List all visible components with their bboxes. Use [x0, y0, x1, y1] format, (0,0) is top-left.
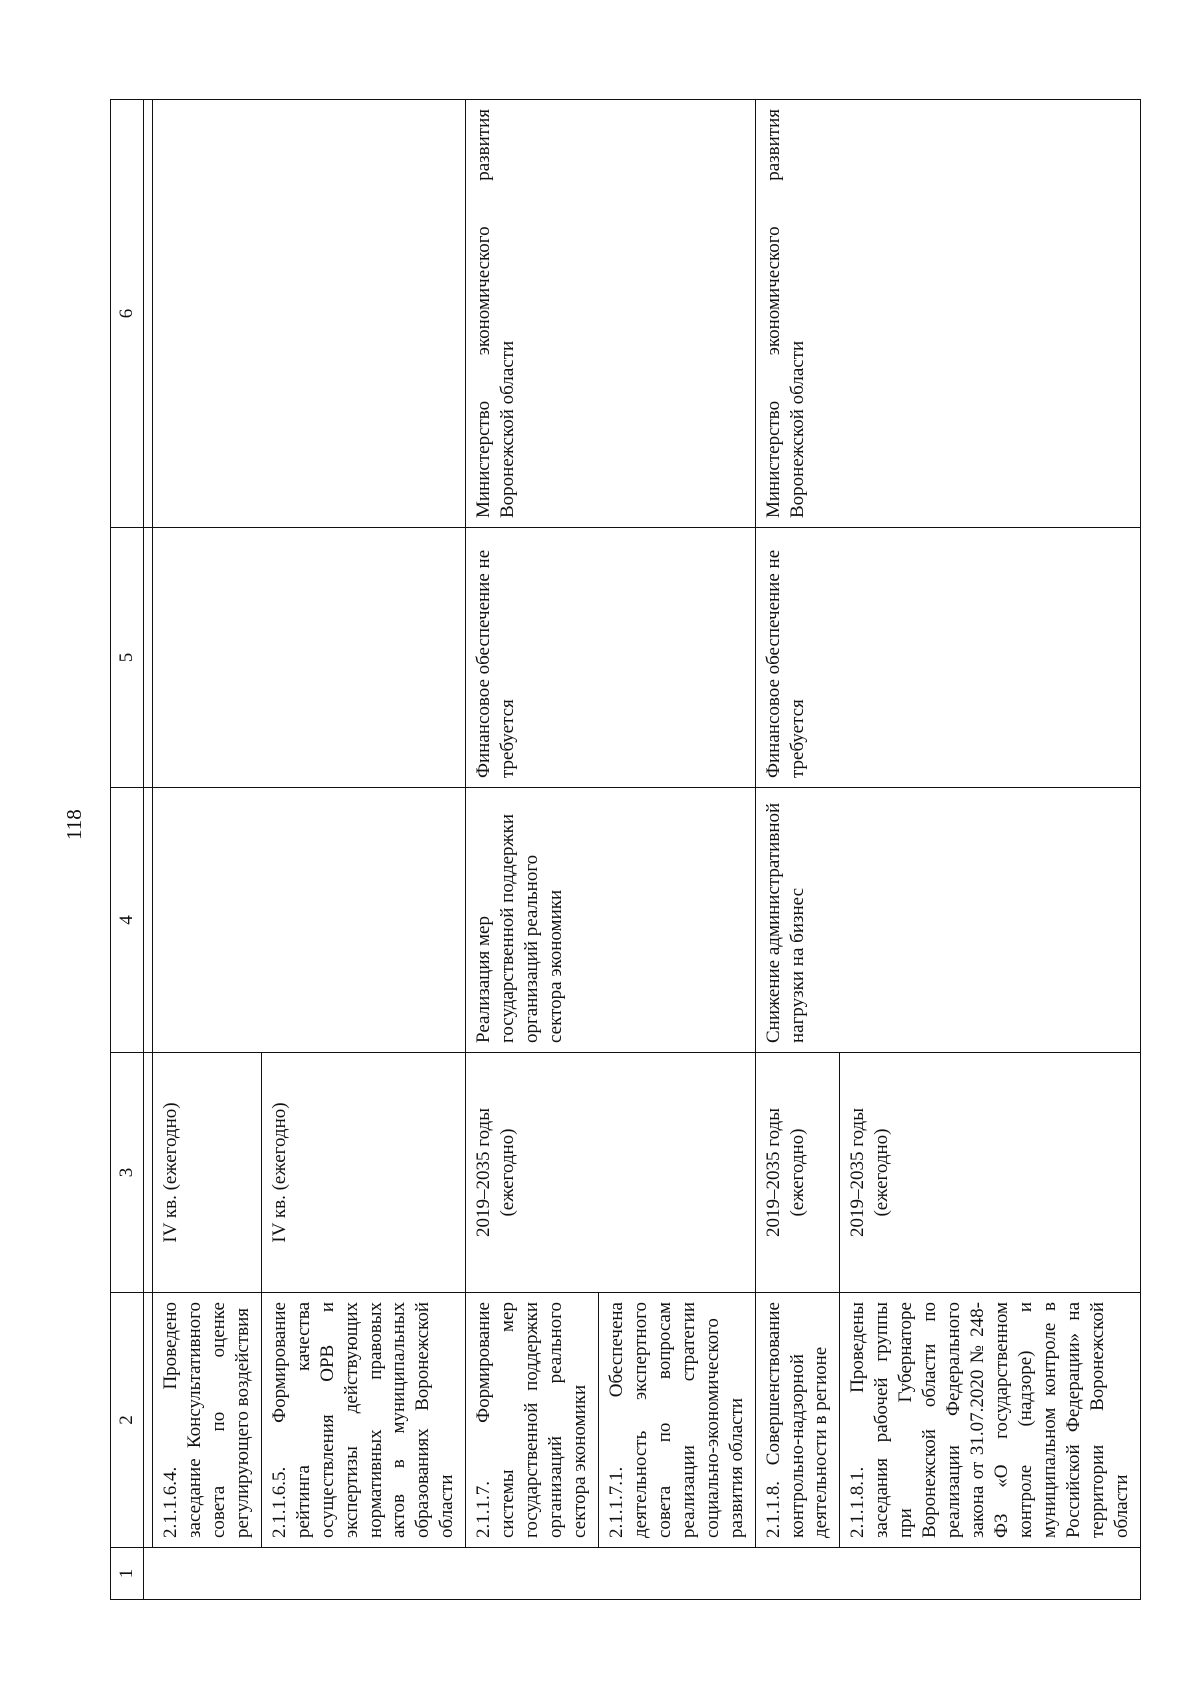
plan-table — [110, 99, 1141, 1600]
column-header-5: 5 — [111, 528, 144, 788]
column-header-4: 4 — [111, 788, 144, 1053]
event-text: 2.1.1.8.1. Проведены заседания рабочей группы при Губернаторе Воронежской области по реализации Федерального закона от 31.07.2020 № 248-ФЗ «О государственном контроле (надзоре) и муниципальном контроле в Российской Федерации» на территории Воронежской области — [840, 1293, 1140, 1548]
spacer-row — [144, 100, 153, 1600]
result-text: Снижение административной нагрузки на бизнес — [755, 788, 1140, 1053]
table-header-row — [111, 100, 144, 1600]
period-text: 2019–2035 годы (ежегодно) — [840, 1053, 1140, 1293]
period-text: IV кв. (ежегодно) — [153, 1053, 262, 1293]
period-text: 2019–2035 годы (ежегодно) — [755, 1053, 840, 1293]
event-text: 2.1.1.7. Формирование системы мер государственной поддержки организаций реального сектора экономики — [466, 1293, 599, 1548]
responsible-text — [153, 100, 466, 528]
financing-text: Финансовое обеспечение не требуется — [755, 528, 1140, 788]
financing-text — [153, 528, 466, 788]
column-header-6: 6 — [111, 100, 144, 528]
table-row — [153, 100, 262, 1600]
period-text: 2019–2035 годы (ежегодно) — [466, 1053, 755, 1293]
responsible-text: Министерство экономического развития Воронежской области — [755, 100, 1140, 528]
column-header-3: 3 — [111, 1053, 144, 1293]
financing-text: Финансовое обеспечение не требуется — [466, 528, 755, 788]
spacer-cell — [144, 528, 153, 788]
responsible-text: Министерство экономического развития Воронежской области — [466, 100, 755, 528]
table-row — [466, 100, 599, 1600]
event-text: 2.1.1.6.5. Формирование рейтинга качества осуществления ОРВ и экспертизы действующих нормативных правовых актов в муниципальных образованиях Воронежской области — [261, 1293, 466, 1548]
event-text: 2.1.1.6.4. Проведено заседание Консультативного совета по оценке регулирующего воздействия — [153, 1293, 262, 1548]
event-text: 2.1.1.8. Совершенствование контрольно-надзорной деятельности в регионе — [755, 1293, 840, 1548]
page-number: 118 — [62, 809, 86, 840]
spacer-cell — [144, 1053, 153, 1293]
column-header-1: 1 — [111, 1548, 144, 1600]
table-row — [755, 100, 840, 1600]
column-header-2: 2 — [111, 1293, 144, 1548]
period-text: IV кв. (ежегодно) — [261, 1053, 466, 1293]
spacer-cell — [144, 1293, 153, 1548]
column-1-cell — [144, 1548, 1141, 1600]
rotated-page-content — [110, 100, 1132, 1600]
result-text — [153, 788, 466, 1053]
spacer-cell — [144, 100, 153, 528]
spacer-cell — [144, 788, 153, 1053]
result-text: Реализация мер государственной поддержки организаций реального сектора экономики — [466, 788, 755, 1053]
event-text: 2.1.1.7.1. Обеспечена деятельность экспертного совета по вопросам реализации стратегии социально-экономического развития области — [598, 1293, 755, 1548]
